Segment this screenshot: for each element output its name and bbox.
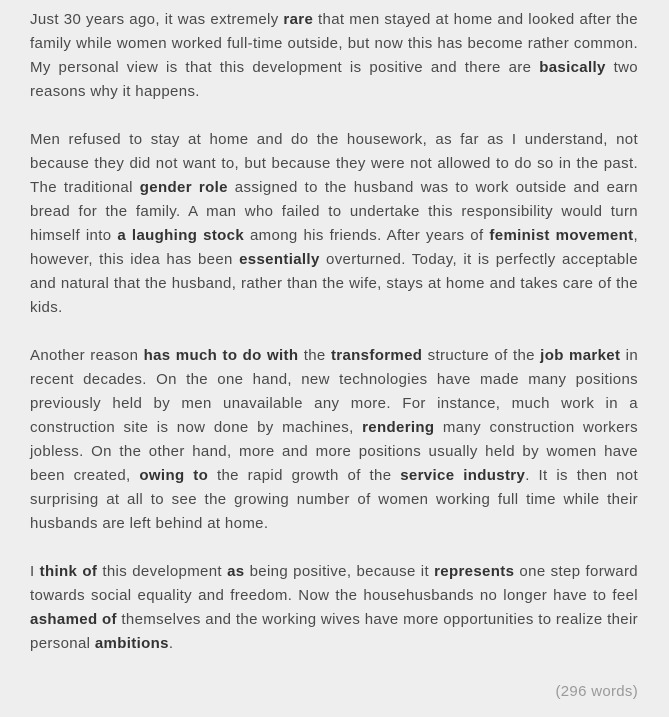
essay-paragraph-3: Another reason has much to do with the transformed structure of the job market in recent decades. On the one hand, new technologies have made many positions previously held by men unavailable any more. For instance, much work in a construction site is now done by machines, rendering many construction workers jobless. On the other hand, more and more positions usually held by women have been created, owing to the rapid growth of the service industry. It is then not surprising at all to see the growing number of women working full time while their husbands are left behind at home. [30, 347, 639, 532]
highlighted-phrase: essentially [239, 251, 320, 268]
highlighted-phrase: ambitions [94, 635, 169, 652]
essay-paragraph-4: I think of this development as being positive, because it represents one step forward towards social equality and freedom. Now the househusbands no longer have to feel ashamed of themselves and the working wives have more opportunities to realize their personal ambitions. [30, 563, 639, 652]
highlighted-phrase: ashamed of [30, 611, 117, 628]
word-count: (296 words) [555, 683, 638, 700]
highlighted-phrase: transformed [330, 347, 423, 364]
highlighted-phrase: as [227, 563, 245, 580]
highlighted-phrase: owing to [139, 467, 209, 484]
essay-paragraph-1: Just 30 years ago, it was extremely rare that men stayed at home and looked after the family while women worked full-time outside, but now this has become rather common. My personal view is that this development is positive and there are basically two reasons why it happens. [30, 11, 638, 100]
highlighted-phrase: gender role [139, 179, 228, 196]
highlighted-phrase: rare [283, 11, 314, 28]
essay-paragraph-2: Men refused to stay at home and do the housework, as far as I understand, not because they did not want to, but because they were not allowed to do so in the past. The traditional gender role assigned to the husband was to work outside and earn bread for the family. A man who failed to undertake this responsibility would turn himself into a laughing stock among his friends. After years of feminist movement, however, this idea has been essentially overturned. Today, it is perfectly acceptable and natural that the husband, rather than the wife, stays at home and takes care of the kids. [30, 131, 638, 316]
highlighted-phrase: think of [39, 563, 98, 580]
highlighted-phrase: feminist movement [489, 227, 634, 244]
highlighted-phrase: basically [539, 59, 606, 76]
highlighted-phrase: service industry [400, 467, 526, 484]
highlighted-phrase: job market [540, 347, 621, 364]
highlighted-phrase: has much to do with [143, 347, 299, 364]
highlighted-phrase: rendering [362, 419, 435, 436]
highlighted-phrase: represents [434, 563, 515, 580]
highlighted-phrase: a laughing stock [117, 227, 245, 244]
